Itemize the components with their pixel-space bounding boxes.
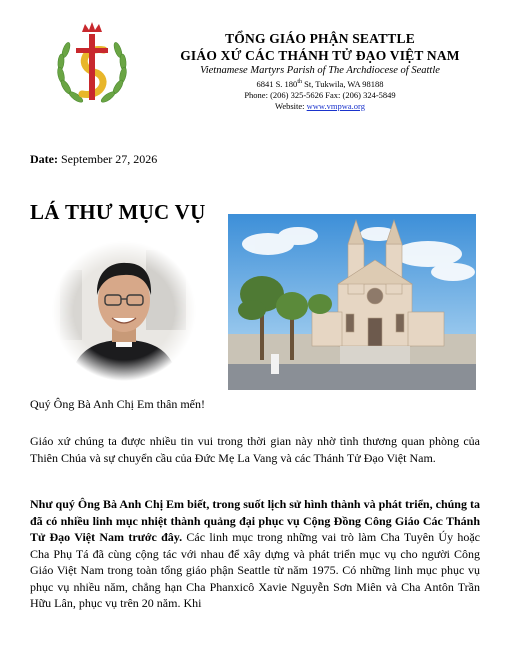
parish-logo [52,20,132,110]
church-image [228,214,476,390]
date-value: September 27, 2026 [57,152,158,166]
website: Website: www.vmpwa.org [275,100,365,111]
paragraph-2-rest: Các linh mục trong những vai trò làm Cha Tuyên Úy hoặc Cha Phụ Tá đã cùng cộng tác với nhau để xây dựng và phát triển mục vụ cho người Công Giáo Việt Nam trong toàn tổng giáo phận Seattle từ năm 1975. Có những linh mục phục vụ phục vụ nhiều năm, chẳng hạn Cha Phanxicô Xavie Nguyễn Sơn Miên và Cha Antôn Trần Hữu Lân, phục vụ trên 20 năm. Khi [30,530,481,610]
priest-portrait [50,240,198,382]
letterhead [140,30,500,112]
paragraph-2-bold: Như quý Ông Bà Anh Chị Em biết, trong suốt lịch sử hình thành và phát triển, chúng ta đã có nhiều linh mục nhiệt thành quảng đại phục vụ Cộng Đồng Công Giáo Các Thánh Tử Đạo Việt Nam trước đây. [30,497,480,544]
parish-title: GIÁO XỨ CÁC THÁNH TỬ ĐẠO VIỆT NAM [180,48,460,63]
archdiocese-title: TỔNG GIÁO PHẬN SEATTLE [225,31,415,46]
website-link[interactable]: www.vmpwa.org [306,100,365,111]
paragraph-1: Giáo xứ chúng ta được nhiều tin vui trong thời gian này nhờ tình thương quan phòng của Thiên Chúa và sự chuyển cầu của Đức Mẹ La Vang và các Thánh Tử Đạo Việt Nam. [30,434,480,465]
parish-english-name: Vietnamese Martyrs Parish of The Archdiocese of Seattle [200,65,440,76]
date-label: Date: [30,152,58,166]
phone-fax: Phone: (206) 325-5626 Fax: (206) 324-5849 [244,89,396,100]
greeting: Quý Ông Bà Anh Chị Em thân mến! [30,397,205,411]
letter-date [30,152,157,167]
address: 6841 S. 180th St, Tukwila, WA 98188 [256,78,384,89]
paragraph-2 [30,496,480,612]
crown-icon [82,22,102,32]
letter-title: LÁ THƯ MỤC VỤ [30,200,206,224]
